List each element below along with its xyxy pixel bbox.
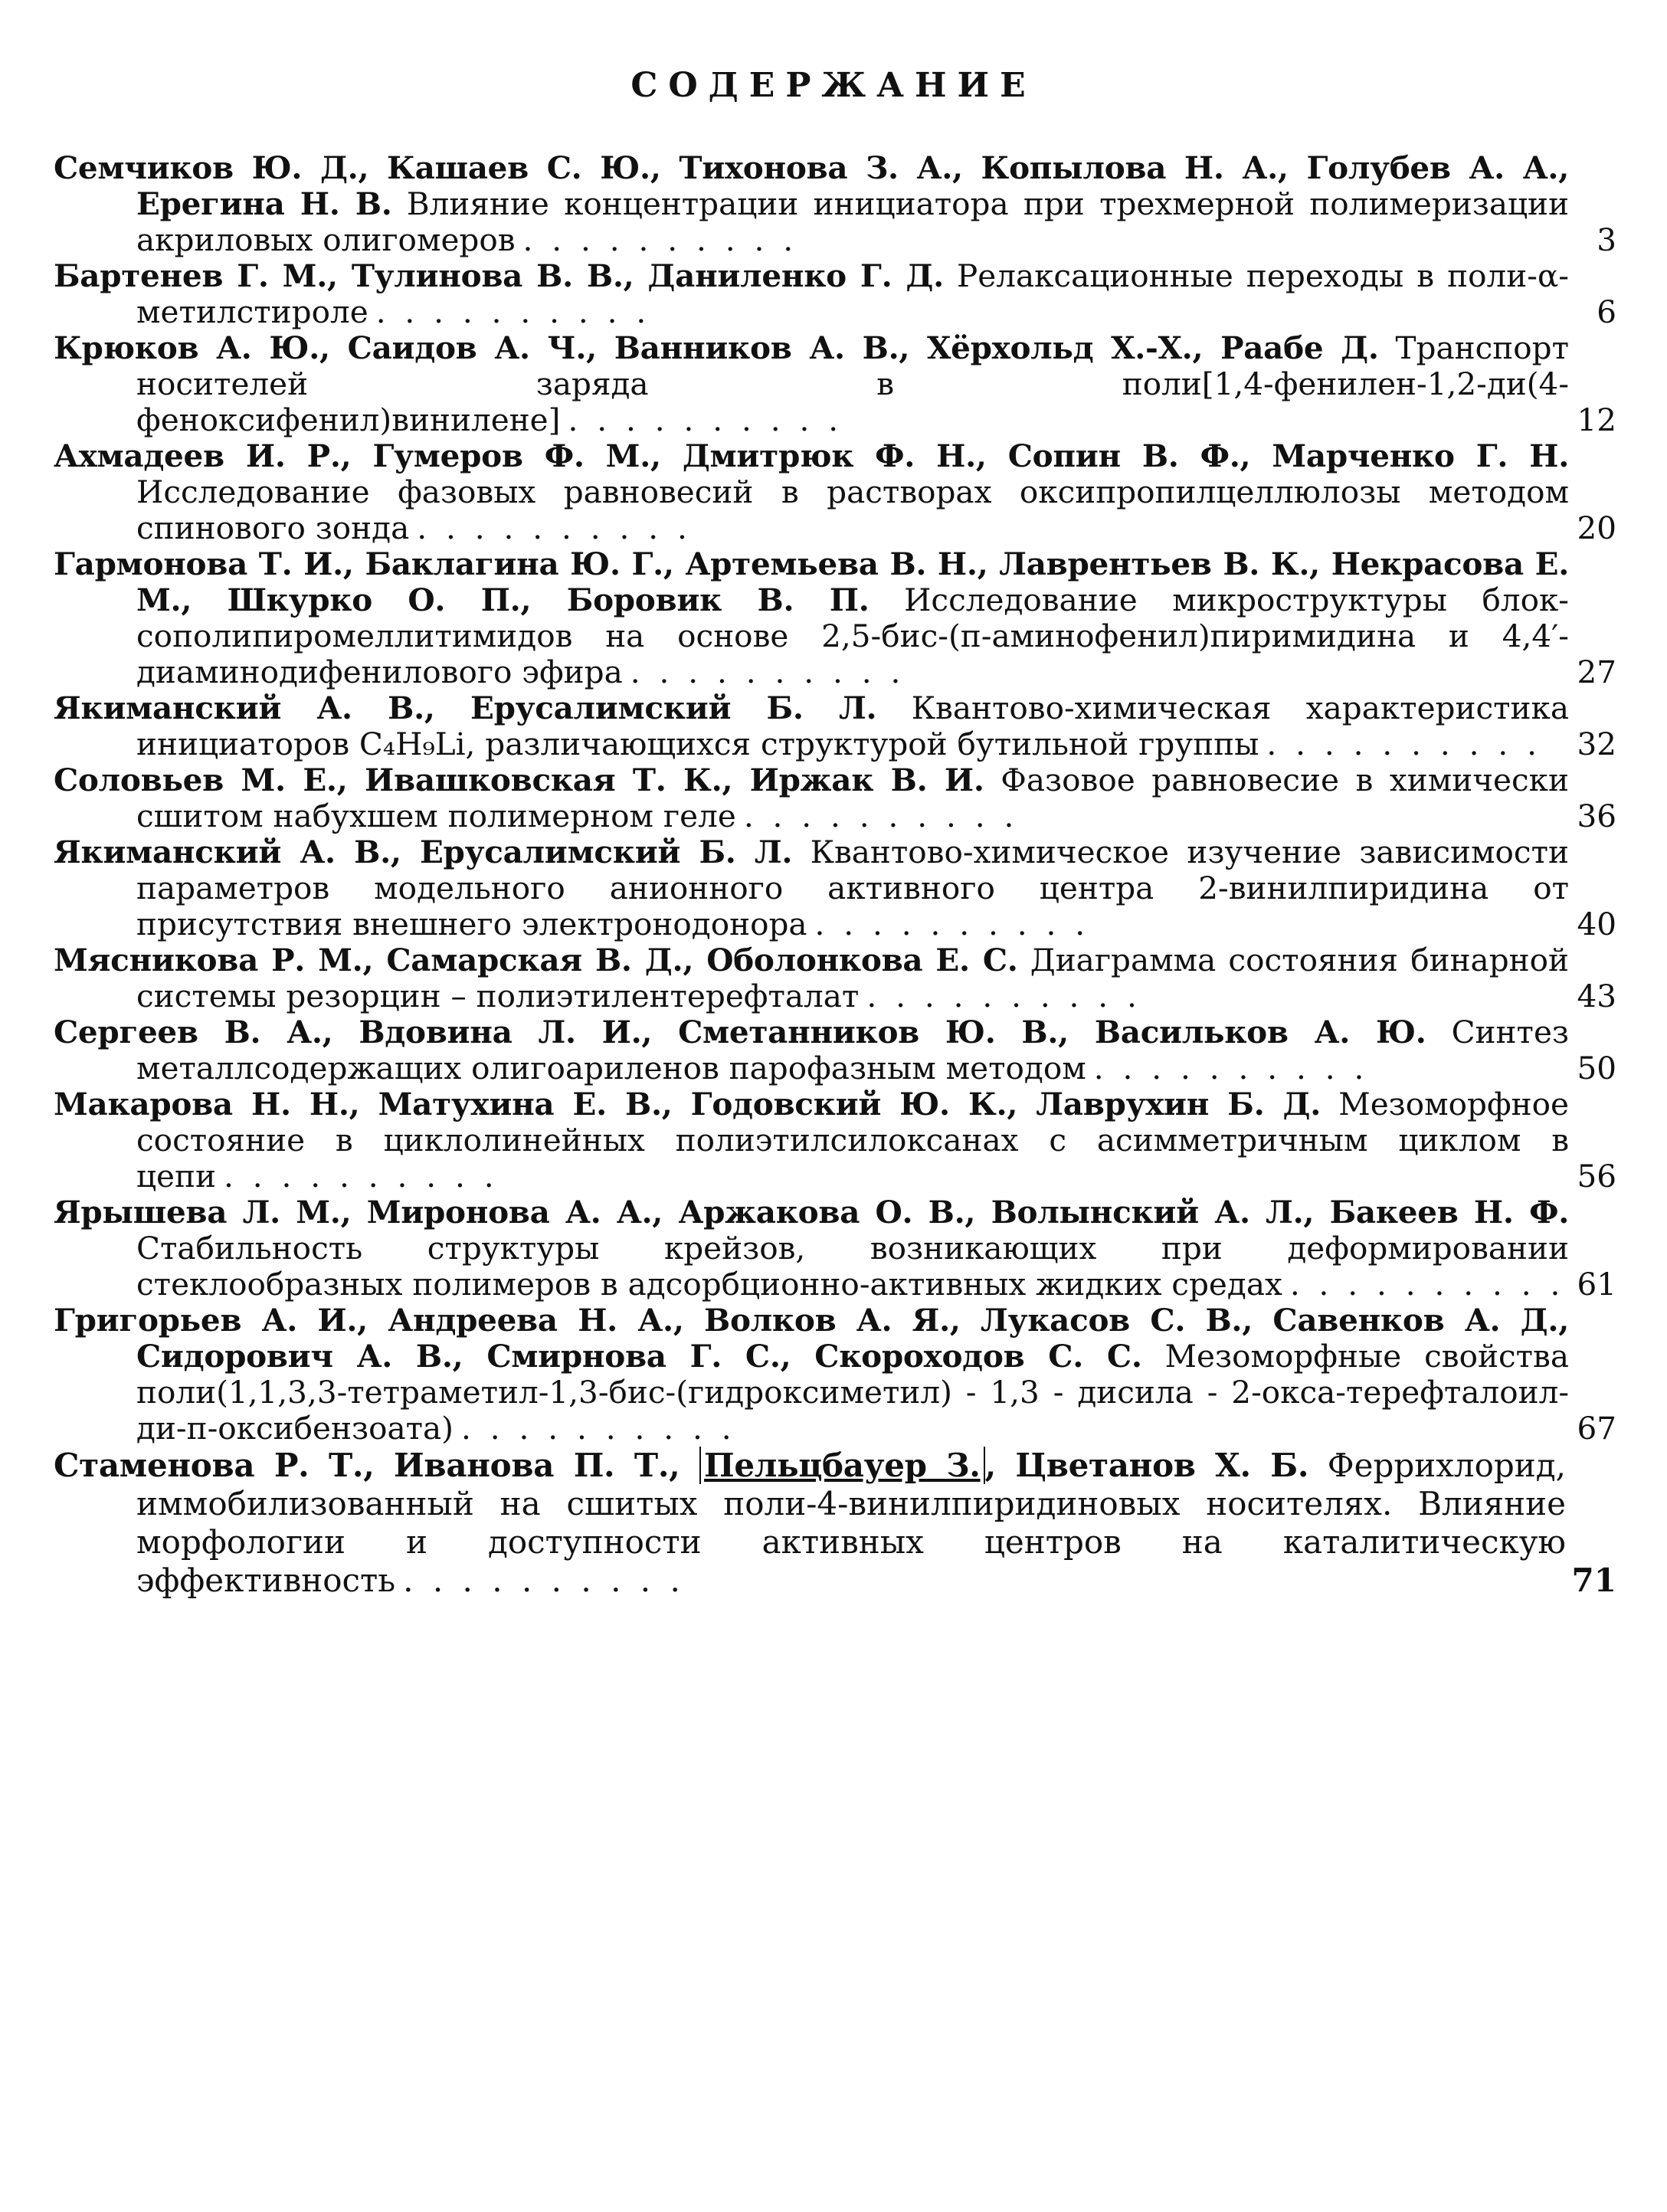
dot-leader: . . . . . . . . . . [630, 654, 906, 690]
toc-entry-last [54, 1447, 1616, 1600]
toc-entry [54, 1086, 1616, 1194]
toc-entry-title: Квантово-химическое изучение зависимости параметров модельного анионного активного центра 2-винилпиридина от присутствия внешнего электронодонора [136, 834, 1569, 942]
dot-leader: . . . . . . . . . . [1266, 726, 1541, 762]
toc-entry-text [54, 150, 1569, 258]
toc-entry [54, 1194, 1616, 1303]
toc-entry-title: Транспорт носителей заряда в поли[1,4-фенилен-1,2-ди(4-феноксифенил)винилене] [136, 329, 1570, 438]
dot-leader: . . . . . . . . . . [375, 293, 651, 330]
toc-entry-text [54, 1303, 1569, 1447]
toc-entry-title: Исследование фазовых равновесий в растворах оксипропилцеллюлозы методом спинового зонда [136, 474, 1569, 546]
toc-entry [54, 1014, 1616, 1086]
toc-entry-text [54, 1014, 1569, 1086]
toc-entry-text [54, 942, 1569, 1014]
toc-entry-page: 12 [1577, 401, 1616, 438]
toc-entry-authors: Семчиков Ю. Д., Кашаев С. Ю., Тихонова З. А., Копылова Н. А., Голубев А. А., Ерегина Н. В. [54, 149, 1569, 222]
deceased-author-name: Пельцбауер З. [704, 1447, 981, 1484]
toc-entry-title: Квантово-химическая характеристика инициаторов C₄H₉Li, различающихся структурой бутильной группы [136, 690, 1570, 762]
toc-entry-authors: Якиманский А. В., Ерусалимский Б. Л. [54, 834, 793, 870]
dot-leader: . . . . . . . . . . [460, 1410, 736, 1447]
toc-entry-title: Влияние концентрации инициатора при трехмерной полимеризации акриловых олигомеров [136, 185, 1570, 258]
toc-entry [54, 762, 1616, 834]
toc-entry-authors: Григорьев А. И., Андреева Н. А., Волков А. Я., Лукасов С. В., Савенков А. Д., Сидорович А. В., Смирнова Г. С., Скороходов С. С. [54, 1302, 1569, 1375]
toc-entry [54, 330, 1616, 438]
toc-entry-page: 36 [1577, 798, 1616, 834]
toc-entry-title: Мезоморфное состояние в циклолинейных полиэтилсилоксанах с асимметричным циклом в цепи [136, 1086, 1569, 1194]
toc-entry-text [54, 834, 1569, 942]
toc-entry-text [54, 438, 1569, 546]
toc-entry-page: 50 [1577, 1050, 1616, 1086]
dot-leader: . . . . . . . . . . [743, 798, 1019, 834]
toc-entry-text [54, 258, 1569, 330]
toc-entry-title: Мезоморфные свойства поли(1,1,3,3-тетраметил-1,3-бис-(гидроксиметил) - 1,3 - дисила - 2-окса-терефталоил-ди-п-оксибензоата) [136, 1338, 1570, 1447]
toc-entry-page: 71 [1571, 1562, 1616, 1599]
toc-entry-text [54, 330, 1569, 438]
toc-entry-title: Синтез металлсодержащих олигоариленов парофазным методом [136, 1014, 1569, 1086]
toc-entry-authors: Крюков А. Ю., Саидов А. Ч., Ванников А. В., Хёрхольд Х.-Х., Раабе Д. [54, 329, 1379, 366]
toc-entry-authors: Ярышева Л. М., Миронова А. А., Аржакова О. В., Волынский А. Л., Бакеев Н. Ф. [54, 1194, 1569, 1231]
toc-entry-text [54, 546, 1569, 690]
toc-entry-page: 3 [1597, 221, 1616, 258]
toc-entry [54, 258, 1616, 330]
toc-entry-page: 61 [1577, 1266, 1616, 1303]
toc-entry-authors: Стаменова Р. Т., Иванова П. Т., Пельцбауер З. , Цветанов Х. Б. [54, 1447, 1309, 1484]
dot-leader: . . . . . . . . . . [403, 1562, 685, 1599]
toc-entry-text [54, 1086, 1569, 1194]
toc-entry-title: Исследование микроструктуры блок-сополипиромеллитимидов на основе 2,5-бис-(п-аминофенил)пиримидина и 4,4′-диаминодифенилового эфира [136, 582, 1569, 690]
toc-entry-page: 43 [1577, 978, 1616, 1014]
toc-entry-title: Релаксационные переходы в поли-α-метилстироле [136, 257, 1569, 330]
toc-entry [54, 1303, 1616, 1447]
toc-entry [54, 546, 1616, 690]
deceased-author-frame [699, 1447, 985, 1484]
page-title: СОДЕРЖАНИЕ [630, 66, 1037, 105]
toc-entry-page: 56 [1577, 1158, 1616, 1194]
toc-entry-page: 32 [1577, 726, 1616, 762]
toc-entry [54, 834, 1616, 942]
toc-entry-text [54, 690, 1569, 762]
toc-entry-title: Феррихлорид, иммобилизованный на сшитых поли-4-винилпиридиновых носителях. Влияние морфологии и доступности активных центров на каталитическую эффективность [136, 1447, 1566, 1599]
toc-entry-page: 20 [1577, 510, 1616, 546]
table-of-contents [54, 150, 1616, 1600]
dot-leader: . . . . . . . . . . [866, 978, 1141, 1014]
dot-leader: . . . . . . . . . . [522, 221, 798, 258]
toc-entry-page: 27 [1577, 654, 1616, 690]
toc-entry-authors: Гармонова Т. И., Баклагина Ю. Г., Артемьева В. Н., Лаврентьев В. К., Некрасова Е. М., Шкурко О. П., Боровик В. П. [54, 546, 1569, 618]
toc-entry-page: 6 [1597, 293, 1616, 330]
toc-entry-text [54, 1447, 1566, 1600]
toc-entry [54, 942, 1616, 1014]
toc-entry-authors: Мясникова Р. М., Самарская В. Д., Оболонкова Е. С. [54, 942, 1018, 978]
toc-entry-authors: Сергеев В. А., Вдовина Л. И., Сметанников Ю. В., Васильков А. Ю. [54, 1014, 1426, 1050]
toc-entry-title: Диаграмма состояния бинарной системы резорцин – полиэтилентерефталат [136, 942, 1570, 1014]
toc-entry-text [54, 1194, 1569, 1303]
dot-leader: . . . . . . . . . . [1289, 1266, 1565, 1303]
toc-entry [54, 438, 1616, 546]
toc-entry-title: Стабильность структуры крейзов, возникающих при деформировании стеклообразных полимеров в адсорбционно-активных жидких средах [136, 1230, 1569, 1303]
toc-entry-authors: Бартенев Г. М., Тулинова В. В., Даниленко Г. Д. [54, 257, 944, 294]
toc-entry [54, 150, 1616, 258]
toc-entry-text [54, 762, 1569, 834]
toc-entry-authors: Ахмадеев И. Р., Гумеров Ф. М., Дмитрюк Ф. Н., Сопин В. Ф., Марченко Г. Н. [54, 437, 1569, 474]
dot-leader: . . . . . . . . . . [417, 510, 692, 546]
dot-leader: . . . . . . . . . . [1093, 1050, 1369, 1086]
toc-entry-authors: Макарова Н. Н., Матухина Е. В., Годовский Ю. К., Лаврухин Б. Д. [54, 1086, 1321, 1122]
toc-entry-title: Фазовое равновесие в химически сшитом набухшем полимерном геле [136, 762, 1569, 834]
toc-entry-page: 40 [1577, 906, 1616, 942]
toc-entry-authors: Соловьев М. Е., Ивашковская Т. К., Иржак В. И. [54, 762, 984, 798]
toc-entry-authors: Якиманский А. В., Ерусалимский Б. Л. [54, 690, 877, 726]
dot-leader: . . . . . . . . . . [814, 906, 1090, 942]
dot-leader: . . . . . . . . . . [224, 1158, 499, 1194]
dot-leader: . . . . . . . . . . [568, 401, 843, 438]
toc-entry [54, 690, 1616, 762]
toc-entry-page: 67 [1577, 1410, 1616, 1447]
